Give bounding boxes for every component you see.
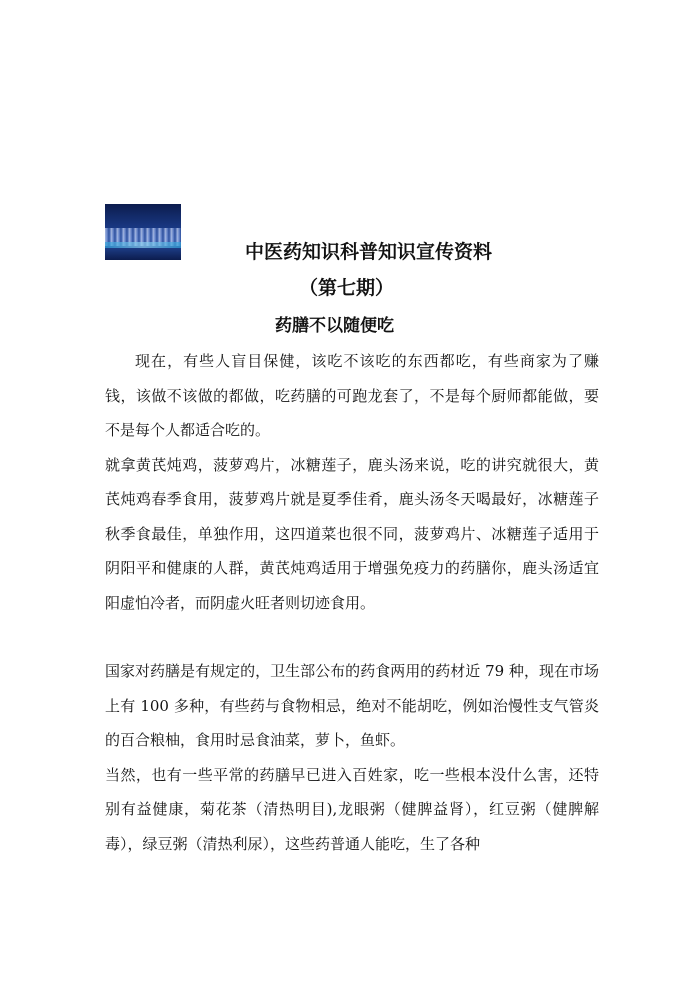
paragraph: 当然，也有一些平常的药膳早已进入百姓家，吃一些根本没什么害，还特别有益健康，菊花茶（清热明目),龙眼粥（健脾益肾），红豆粥（健脾解毒），绿豆粥（清热利尿），这些药普通人能吃，生了各种 xyxy=(105,765,599,853)
document-title: 中医药知识科普知识宣传资料 xyxy=(245,241,493,263)
issue-number: （第七期） xyxy=(299,277,395,299)
article-title: 药膳不以随便吃 xyxy=(275,316,394,336)
paragraph: 就拿黄芪炖鸡，菠萝鸡片，冰糖莲子，鹿头汤来说，吃的讲究就很大，黄芪炖鸡春季食用，菠萝鸡片就是夏季佳肴，鹿头汤冬天喝最好，冰糖莲子秋季食最佳，单独作用，这四道菜也很不同，菠萝鸡片、冰糖莲子适用于阴阳平和健康的人群，黄芪炖鸡适用于增强免疫力的药膳你，鹿头汤适宜阳虚怕冷者，而阴虚火旺者则切迹食用。 xyxy=(105,455,599,612)
paragraph: 国家对药膳是有规定的，卫生部公布的药食两用的药材近 79 种，现在市场上有 100 多种，有些药与食物相忌，绝对不能胡吃，例如治慢性支气管炎的百合粮柚，食用时忌食油菜，萝卜，鱼虾。 xyxy=(105,662,599,749)
paragraph: 现在，有些人盲目保健，该吃不该吃的东西都吃，有些商家为了赚钱，该做不该做的都做，吃药膳的可跑龙套了，不是每个厨师都能做，要不是每个人都适合吃的。 xyxy=(105,352,599,439)
article-body xyxy=(105,344,599,861)
